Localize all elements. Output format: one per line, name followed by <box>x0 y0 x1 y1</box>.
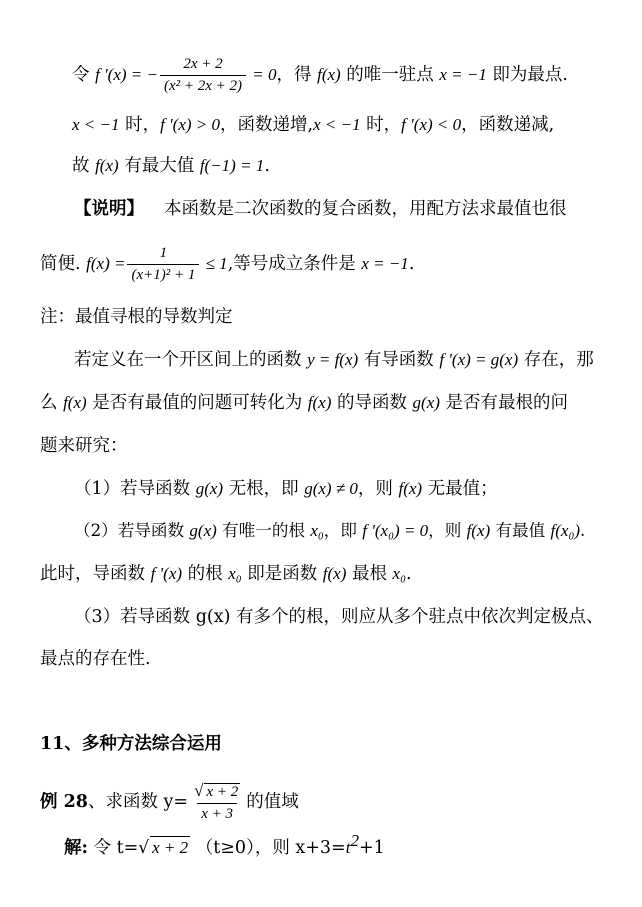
text: 么 <box>40 393 64 413</box>
text: 、求函数 y= <box>87 792 189 812</box>
text: 题来研究： <box>40 436 128 456</box>
radicand: x + 2 <box>206 784 239 800</box>
line-simple-form <box>40 245 414 284</box>
math: g(x) ≠ 0 <box>304 479 358 498</box>
math: f(x) <box>63 393 87 412</box>
math: f '(x) = g(x) <box>439 350 519 369</box>
line-note <box>74 198 567 220</box>
fraction <box>160 56 246 95</box>
math: f '(x) > 0 <box>160 115 221 134</box>
math: f(x₀) <box>550 521 581 540</box>
numerator: √ x + 2 <box>194 781 239 800</box>
solution-line: 解: 令 t=√ x + 2 （t≥0），则 $x+3=t^2+1$ <box>64 831 385 858</box>
text: ,等号成立条件是 <box>227 254 362 274</box>
math: x₀ <box>228 564 242 583</box>
fraction <box>190 782 244 823</box>
denominator: x + 3 <box>197 803 237 823</box>
line-case-3-cont <box>40 648 151 670</box>
text: 令 t= <box>87 838 139 858</box>
line-case-2-cont <box>40 563 412 585</box>
text: 令 <box>72 65 96 85</box>
math: x = −1 <box>439 65 487 84</box>
math: x < −1 <box>313 115 361 134</box>
exponent: 2 <box>350 831 359 851</box>
math-fprime: f '(x) = − <box>95 65 158 84</box>
math: x₀ <box>392 564 406 583</box>
text: 是否有最值的问题可转化为 <box>86 393 308 413</box>
text: 有唯一的根 <box>216 521 311 540</box>
math: f(x) = <box>86 254 126 273</box>
note-tag: 【说明】 <box>74 199 144 219</box>
text: ，得 <box>276 65 318 85</box>
example-label: 例 28 <box>40 792 88 812</box>
math: f(x) <box>322 564 347 583</box>
text: （2）若导函数 <box>74 521 190 540</box>
solution-label: 解: <box>64 838 88 858</box>
section-title: 11、多种方法综合运用 <box>40 734 222 754</box>
math: x < −1 <box>72 115 120 134</box>
text: ，则 <box>357 479 399 499</box>
text: 的根 <box>182 564 229 584</box>
line-case-1 <box>74 478 498 500</box>
math: f '(x) <box>150 564 183 583</box>
text: 的唯一驻点 <box>340 65 440 85</box>
text: 此时，导函数 <box>40 564 151 584</box>
math: g(x) <box>189 521 217 540</box>
text: （t≥0），则 x+3= <box>190 838 346 858</box>
text: （3）若导函数 g(x) 有多个的根，则应从多个驻点中依次判定极点、 <box>74 607 604 627</box>
math: f(x) <box>317 65 341 84</box>
radicand: x + 2 <box>152 838 189 857</box>
math: t <box>345 838 351 857</box>
math: g(x) <box>412 393 440 412</box>
text: 无最值； <box>422 479 498 499</box>
math: f(x) <box>398 479 423 498</box>
math: g(x) <box>195 479 224 498</box>
line-case-2 <box>74 520 585 542</box>
text: （1）若导函数 <box>74 479 196 499</box>
text: ，则 <box>428 521 467 540</box>
numerator: 1 <box>159 245 168 261</box>
text: 故 <box>72 156 96 176</box>
text: 有最值 <box>490 521 551 540</box>
math: x = −1 <box>361 254 409 273</box>
text: . <box>408 254 415 274</box>
text: ，即 <box>323 521 363 540</box>
math: y = f(x) <box>307 350 359 369</box>
text: ，函数递增, <box>220 115 314 135</box>
math: f(−1) = 1 <box>199 156 265 175</box>
math: f '(x) < 0 <box>401 115 462 134</box>
text: 本函数是二次函数的复合函数，用配方法求最值也很 <box>164 199 567 219</box>
text: 时， <box>360 115 402 135</box>
text: 注：最值寻根的导数判定 <box>40 307 233 327</box>
denominator: (x² + 2x + 2) <box>160 75 246 95</box>
line-study <box>40 435 128 457</box>
text: 的导函数 <box>331 393 413 413</box>
math: f '(x₀) = 0 <box>362 521 429 540</box>
text: +1 <box>358 838 385 858</box>
text: 即是函数 <box>241 564 323 584</box>
text: 有最大值 <box>118 156 200 176</box>
line-max-value <box>72 155 270 177</box>
text: 即为最点. <box>486 65 568 85</box>
fraction <box>127 245 199 284</box>
math: f(x) <box>95 156 119 175</box>
math: f(x) <box>307 393 332 412</box>
line-definition-cont <box>40 392 568 414</box>
text: . <box>264 156 270 176</box>
text: 最根 <box>346 564 393 584</box>
text: 的值域 <box>246 792 299 812</box>
section-heading <box>40 733 222 755</box>
text: 无根，即 <box>223 479 305 499</box>
text: 是否有最根的问 <box>439 393 568 413</box>
line-case-3 <box>74 606 603 628</box>
text: 简便. <box>40 254 87 274</box>
text: . <box>580 521 586 540</box>
denominator: (x+1)² + 1 <box>127 264 199 284</box>
math: x₀ <box>310 521 324 540</box>
line-monotonicity <box>72 114 554 136</box>
math: ≤ 1 <box>201 254 228 273</box>
text: 有导函数 <box>358 350 440 370</box>
text: 若定义在一个开区间上的函数 <box>74 350 308 370</box>
math: f(x) <box>466 521 491 540</box>
text: 时， <box>119 115 161 135</box>
math: = 0 <box>248 65 277 84</box>
line-heading-note <box>40 306 233 328</box>
line-stationary-point <box>72 56 568 95</box>
example-28 <box>40 782 299 823</box>
text: ，函数递减, <box>461 115 555 135</box>
text: 最点的存在性. <box>40 649 151 669</box>
text: . <box>406 564 412 584</box>
text: 存在，那 <box>518 350 594 370</box>
line-definition <box>74 349 594 371</box>
numerator: 2x + 2 <box>183 56 223 72</box>
